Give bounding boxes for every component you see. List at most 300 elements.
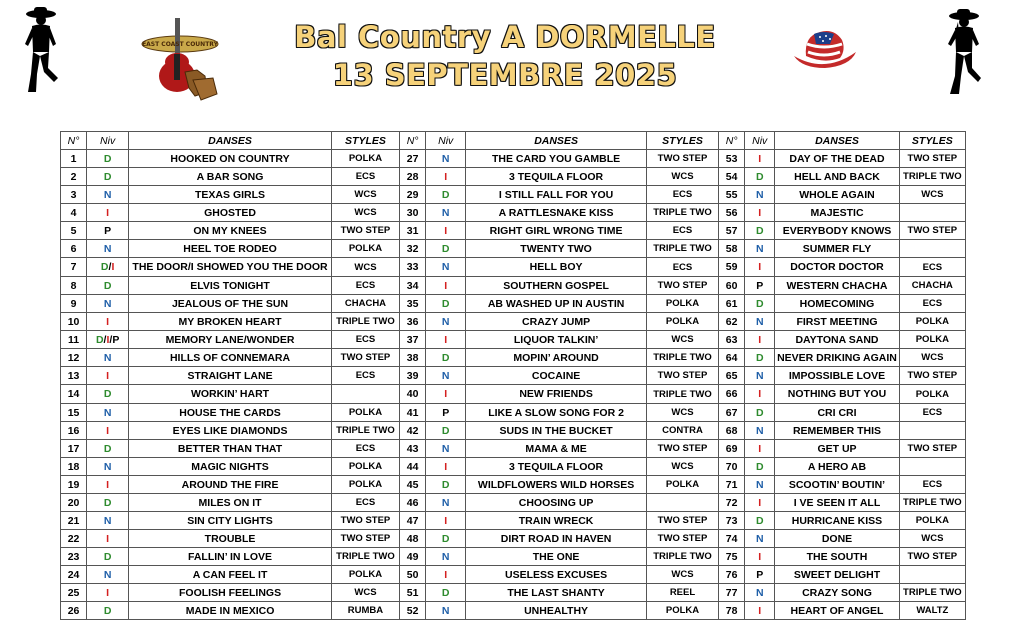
dance-name: MY BROKEN HEART <box>129 313 332 331</box>
table-row <box>61 602 966 620</box>
table-row <box>61 422 966 440</box>
dance-number: 59 <box>719 258 745 277</box>
dance-name: MADE IN MEXICO <box>129 602 332 620</box>
table-row <box>61 168 966 186</box>
dance-name: RIGHT GIRL WRONG TIME <box>466 222 647 240</box>
dance-style: TWO STEP <box>646 530 718 548</box>
dance-style: TWO STEP <box>899 548 965 566</box>
dance-style: TWO STEP <box>331 222 399 240</box>
dance-style: TWO STEP <box>899 440 965 458</box>
dance-number: 73 <box>719 512 745 530</box>
dance-level <box>745 258 775 277</box>
table-row <box>61 204 966 222</box>
dance-level <box>745 186 775 204</box>
dance-style: POLKA <box>899 512 965 530</box>
dance-level <box>745 240 775 258</box>
dance-style <box>899 458 965 476</box>
dance-name: CRAZY JUMP <box>466 313 647 331</box>
dance-number: 46 <box>400 494 426 512</box>
dance-number: 17 <box>61 440 87 458</box>
dance-level <box>87 258 129 277</box>
dance-number: 37 <box>400 331 426 349</box>
dance-style: TRIPLE TWO <box>899 584 965 602</box>
level-separator: / <box>103 333 107 346</box>
dance-style: RUMBA <box>331 602 399 620</box>
dance-style: POLKA <box>899 385 965 404</box>
dance-style: WCS <box>331 584 399 602</box>
dance-name: NOTHING BUT YOU <box>775 385 899 404</box>
dance-style: CHACHA <box>899 277 965 295</box>
dance-level <box>745 385 775 404</box>
dance-number: 63 <box>719 331 745 349</box>
dance-style: ECS <box>646 186 718 204</box>
level-code: I <box>758 261 762 273</box>
dance-style: TRIPLE TWO <box>646 548 718 566</box>
header-dance: DANSES <box>775 132 899 150</box>
dance-style <box>899 204 965 222</box>
dance-name: HURRICANE KISS <box>775 512 899 530</box>
level-code: N <box>103 406 112 419</box>
level-code: P <box>112 333 120 346</box>
dance-style: TRIPLE TWO <box>331 548 399 566</box>
level-code: I <box>758 152 762 165</box>
dance-number: 48 <box>400 530 426 548</box>
level-code: N <box>103 351 112 364</box>
level-code: N <box>755 315 764 328</box>
dance-style: WCS <box>646 458 718 476</box>
dance-level <box>426 313 466 331</box>
dance-style: TWO STEP <box>899 222 965 240</box>
dance-number: 20 <box>61 494 87 512</box>
level-code: I <box>758 550 762 563</box>
level-code: D <box>755 224 764 237</box>
dance-style <box>646 494 718 512</box>
dance-number: 1 <box>61 150 87 168</box>
dance-level <box>426 331 466 349</box>
dance-style <box>899 422 965 440</box>
dance-level <box>426 168 466 186</box>
level-code: I <box>106 424 110 437</box>
dance-level <box>426 222 466 240</box>
level-code: P <box>756 568 764 581</box>
dance-number: 41 <box>400 404 426 422</box>
dance-number: 72 <box>719 494 745 512</box>
dance-number: 56 <box>719 204 745 222</box>
dance-number: 36 <box>400 313 426 331</box>
dance-number: 23 <box>61 548 87 566</box>
header-dance: DANSES <box>466 132 647 150</box>
dance-style: WCS <box>899 186 965 204</box>
table-row <box>61 150 966 168</box>
dance-level <box>87 349 129 367</box>
dance-level <box>745 295 775 313</box>
dance-number: 30 <box>400 204 426 222</box>
dance-number: 75 <box>719 548 745 566</box>
dance-name: HELL BOY <box>466 258 647 277</box>
dance-level <box>745 494 775 512</box>
dance-number: 11 <box>61 331 87 349</box>
dance-number: 21 <box>61 512 87 530</box>
dance-name: CRAZY SONG <box>775 584 899 602</box>
dance-name: DIRT ROAD IN HAVEN <box>466 530 647 548</box>
header-niv: Niv <box>426 132 466 150</box>
dance-style: WCS <box>899 349 965 367</box>
dance-number: 52 <box>400 602 426 620</box>
dance-style: TWO STEP <box>646 440 718 458</box>
level-code: I <box>444 224 448 237</box>
table-row <box>61 530 966 548</box>
dance-number: 29 <box>400 186 426 204</box>
level-code: N <box>441 604 450 617</box>
table-row <box>61 494 966 512</box>
dance-name: DAY OF THE DEAD <box>775 150 899 168</box>
level-code: I <box>106 315 110 328</box>
dance-style: POLKA <box>331 476 399 494</box>
dance-level <box>87 566 129 584</box>
dance-number: 8 <box>61 277 87 295</box>
dance-level <box>745 422 775 440</box>
dance-number: 26 <box>61 602 87 620</box>
dance-number: 74 <box>719 530 745 548</box>
level-code: N <box>441 442 450 455</box>
dance-level <box>426 422 466 440</box>
level-code: D <box>441 586 450 599</box>
dance-style: POLKA <box>331 404 399 422</box>
dance-level <box>745 313 775 331</box>
dance-number: 50 <box>400 566 426 584</box>
table-row <box>61 277 966 295</box>
dance-style: POLKA <box>899 313 965 331</box>
dance-name: MILES ON IT <box>129 494 332 512</box>
dance-name: JEALOUS OF THE SUN <box>129 295 332 313</box>
dance-number: 76 <box>719 566 745 584</box>
level-code: I <box>444 333 448 346</box>
level-code: I <box>444 170 448 183</box>
dance-level <box>745 150 775 168</box>
dance-style: TWO STEP <box>899 367 965 385</box>
dance-name: STRAIGHT LANE <box>129 367 332 385</box>
dance-name: GET UP <box>775 440 899 458</box>
dance-level <box>426 204 466 222</box>
level-code: N <box>103 460 112 473</box>
dance-number: 2 <box>61 168 87 186</box>
dance-name: NEVER DRIKING AGAIN <box>775 349 899 367</box>
level-code: N <box>441 496 450 509</box>
dance-level <box>745 168 775 186</box>
level-code: P <box>442 406 450 419</box>
dance-style: POLKA <box>331 240 399 258</box>
dance-level <box>87 476 129 494</box>
level-code: N <box>441 152 450 165</box>
dance-level <box>745 530 775 548</box>
dance-level <box>87 512 129 530</box>
dance-style: POLKA <box>331 150 399 168</box>
level-code: D <box>755 351 764 364</box>
dance-style: TWO STEP <box>646 367 718 385</box>
dance-level <box>745 404 775 422</box>
dance-level <box>745 440 775 458</box>
dance-level <box>426 150 466 168</box>
level-code: N <box>103 514 112 527</box>
dance-level <box>87 331 129 349</box>
dance-style: ECS <box>899 295 965 313</box>
dance-name: A CAN FEEL IT <box>129 566 332 584</box>
dance-name: MAMA & ME <box>466 440 647 458</box>
table-row <box>61 584 966 602</box>
dance-level <box>745 349 775 367</box>
dance-level <box>87 186 129 204</box>
dance-level <box>87 602 129 620</box>
dance-number: 25 <box>61 584 87 602</box>
dance-style: ECS <box>331 168 399 186</box>
dance-name: WESTERN CHACHA <box>775 277 899 295</box>
level-code: N <box>441 206 450 219</box>
dance-style: ECS <box>646 258 718 277</box>
dance-name: NEW FRIENDS <box>466 385 647 404</box>
dance-level <box>87 440 129 458</box>
level-code: I <box>106 586 110 599</box>
dance-level <box>426 367 466 385</box>
table-row <box>61 548 966 566</box>
dance-level <box>745 602 775 620</box>
dance-level <box>745 476 775 494</box>
level-code: N <box>441 261 450 273</box>
dance-name: THE CARD YOU GAMBLE <box>466 150 647 168</box>
dance-level <box>87 385 129 404</box>
dance-number: 57 <box>719 222 745 240</box>
level-code: D <box>441 424 450 437</box>
table-row <box>61 512 966 530</box>
dance-level <box>87 204 129 222</box>
dance-name: THE SOUTH <box>775 548 899 566</box>
table-row <box>61 258 966 277</box>
dance-style: TWO STEP <box>331 530 399 548</box>
dance-name: HOUSE THE CARDS <box>129 404 332 422</box>
dance-style: TRIPLE TWO <box>899 168 965 186</box>
dance-number: 69 <box>719 440 745 458</box>
dance-style: TRIPLE TWO <box>899 494 965 512</box>
level-code: N <box>755 532 764 545</box>
dance-number: 31 <box>400 222 426 240</box>
table-row <box>61 331 966 349</box>
dance-level <box>426 476 466 494</box>
dance-name: CHOOSING UP <box>466 494 647 512</box>
dance-number: 62 <box>719 313 745 331</box>
dance-style: TRIPLE TWO <box>646 204 718 222</box>
level-code: N <box>755 188 764 201</box>
table-row <box>61 566 966 584</box>
dance-number: 49 <box>400 548 426 566</box>
dance-level <box>426 602 466 620</box>
dance-number: 24 <box>61 566 87 584</box>
dance-name: AROUND THE FIRE <box>129 476 332 494</box>
dance-name: EVERYBODY KNOWS <box>775 222 899 240</box>
level-code: P <box>104 224 112 237</box>
dance-style: POLKA <box>646 295 718 313</box>
dance-style: TWO STEP <box>331 512 399 530</box>
dance-name: DAYTONA SAND <box>775 331 899 349</box>
dance-name: DOCTOR DOCTOR <box>775 258 899 277</box>
dance-number: 42 <box>400 422 426 440</box>
level-code: P <box>756 279 764 292</box>
dance-style: WCS <box>646 566 718 584</box>
dance-number: 71 <box>719 476 745 494</box>
dance-name: BETTER THAN THAT <box>129 440 332 458</box>
dance-number: 61 <box>719 295 745 313</box>
level-code: N <box>103 242 112 255</box>
dance-style: POLKA <box>646 313 718 331</box>
dance-level <box>426 295 466 313</box>
level-code: D <box>103 388 112 400</box>
level-separator: / <box>108 261 112 273</box>
level-separator: / <box>109 333 113 346</box>
table-row <box>61 440 966 458</box>
dance-name: FIRST MEETING <box>775 313 899 331</box>
dance-name: SCOOTIN’ BOUTIN’ <box>775 476 899 494</box>
dance-name: MAJESTIC <box>775 204 899 222</box>
dance-level <box>426 277 466 295</box>
dance-name: DONE <box>775 530 899 548</box>
dance-name: THE LAST SHANTY <box>466 584 647 602</box>
table-row <box>61 240 966 258</box>
level-code: N <box>103 568 112 581</box>
dance-style: WCS <box>646 404 718 422</box>
level-code: D <box>441 297 450 310</box>
dance-name: SIN CITY LIGHTS <box>129 512 332 530</box>
dance-level <box>426 530 466 548</box>
level-code: N <box>441 315 450 328</box>
dance-name: AB WASHED UP IN AUSTIN <box>466 295 647 313</box>
dance-level <box>426 258 466 277</box>
level-code: I <box>106 369 110 382</box>
level-code: D <box>755 460 764 473</box>
dance-number: 47 <box>400 512 426 530</box>
dance-number: 54 <box>719 168 745 186</box>
table-row <box>61 222 966 240</box>
dance-level <box>745 222 775 240</box>
dance-style: ECS <box>331 277 399 295</box>
header-niv: Niv <box>87 132 129 150</box>
dance-number: 10 <box>61 313 87 331</box>
level-code: D <box>103 279 112 292</box>
dance-name: COCAINE <box>466 367 647 385</box>
dance-number: 44 <box>400 458 426 476</box>
dance-number: 12 <box>61 349 87 367</box>
header-num: N° <box>400 132 426 150</box>
dance-level <box>745 584 775 602</box>
dance-name: WILDFLOWERS WILD HORSES <box>466 476 647 494</box>
dance-name: A RATTLESNAKE KISS <box>466 204 647 222</box>
dance-level <box>426 458 466 476</box>
dance-number: 39 <box>400 367 426 385</box>
dance-name: SUMMER FLY <box>775 240 899 258</box>
dance-name: SWEET DELIGHT <box>775 566 899 584</box>
level-code: I <box>758 442 762 455</box>
dance-level <box>745 566 775 584</box>
dance-style: WCS <box>899 530 965 548</box>
dance-number: 28 <box>400 168 426 186</box>
dance-name: HOOKED ON COUNTRY <box>129 150 332 168</box>
dance-style: TWO STEP <box>646 150 718 168</box>
dance-style <box>331 385 399 404</box>
level-code: D <box>441 532 450 545</box>
table-row <box>61 458 966 476</box>
level-code: D <box>100 261 109 273</box>
header-style: STYLES <box>646 132 718 150</box>
dance-style: TWO STEP <box>331 349 399 367</box>
dance-number: 67 <box>719 404 745 422</box>
header-num: N° <box>719 132 745 150</box>
dance-name: MAGIC NIGHTS <box>129 458 332 476</box>
dance-number: 13 <box>61 367 87 385</box>
dance-number: 9 <box>61 295 87 313</box>
dance-level <box>87 150 129 168</box>
dance-number: 6 <box>61 240 87 258</box>
dance-style: CHACHA <box>331 295 399 313</box>
level-code: D <box>755 297 764 310</box>
header-dance: DANSES <box>129 132 332 150</box>
dance-style: POLKA <box>331 566 399 584</box>
dance-name: FALLIN’ IN LOVE <box>129 548 332 566</box>
dance-list-body <box>61 150 966 620</box>
dance-style: POLKA <box>899 331 965 349</box>
logo-text: EAST COAST COUNTRY <box>142 41 218 48</box>
dance-name: WORKIN’ HART <box>129 385 332 404</box>
dance-name: SOUTHERN GOSPEL <box>466 277 647 295</box>
dance-name: MOPIN’ AROUND <box>466 349 647 367</box>
dance-level <box>87 168 129 186</box>
table-row <box>61 295 966 313</box>
dance-name: MEMORY LANE/WONDER <box>129 331 332 349</box>
dance-style: TWO STEP <box>646 512 718 530</box>
dance-level <box>87 313 129 331</box>
level-code: I <box>444 514 448 527</box>
dance-style: WCS <box>331 186 399 204</box>
dance-name: 3 TEQUILA FLOOR <box>466 458 647 476</box>
dance-name: THE ONE <box>466 548 647 566</box>
dance-name: 3 TEQUILA FLOOR <box>466 168 647 186</box>
dance-level <box>426 186 466 204</box>
cowboy-silhouette-left-icon <box>18 4 64 98</box>
level-code: D <box>441 242 450 255</box>
event-title: Bal Country A DORMELLE <box>294 20 716 54</box>
dance-style: ECS <box>899 404 965 422</box>
dance-name: ELVIS TONIGHT <box>129 277 332 295</box>
dance-style: TRIPLE TWO <box>646 349 718 367</box>
dance-style: ECS <box>331 367 399 385</box>
dance-name: HELL AND BACK <box>775 168 899 186</box>
dance-level <box>426 566 466 584</box>
dance-style: POLKA <box>331 458 399 476</box>
dance-level <box>745 331 775 349</box>
dance-number: 66 <box>719 385 745 404</box>
level-code: D <box>103 550 112 563</box>
table-row <box>61 476 966 494</box>
dance-level <box>87 494 129 512</box>
level-code: I <box>758 206 762 219</box>
level-code: I <box>106 206 110 219</box>
dance-number: 40 <box>400 385 426 404</box>
dance-number: 22 <box>61 530 87 548</box>
level-code: D <box>755 514 764 527</box>
dance-name: TEXAS GIRLS <box>129 186 332 204</box>
dance-number: 15 <box>61 404 87 422</box>
dance-name: THE DOOR/I SHOWED YOU THE DOOR <box>129 258 332 277</box>
dance-number: 70 <box>719 458 745 476</box>
level-code: I <box>106 478 110 491</box>
dance-number: 4 <box>61 204 87 222</box>
dance-level <box>87 367 129 385</box>
